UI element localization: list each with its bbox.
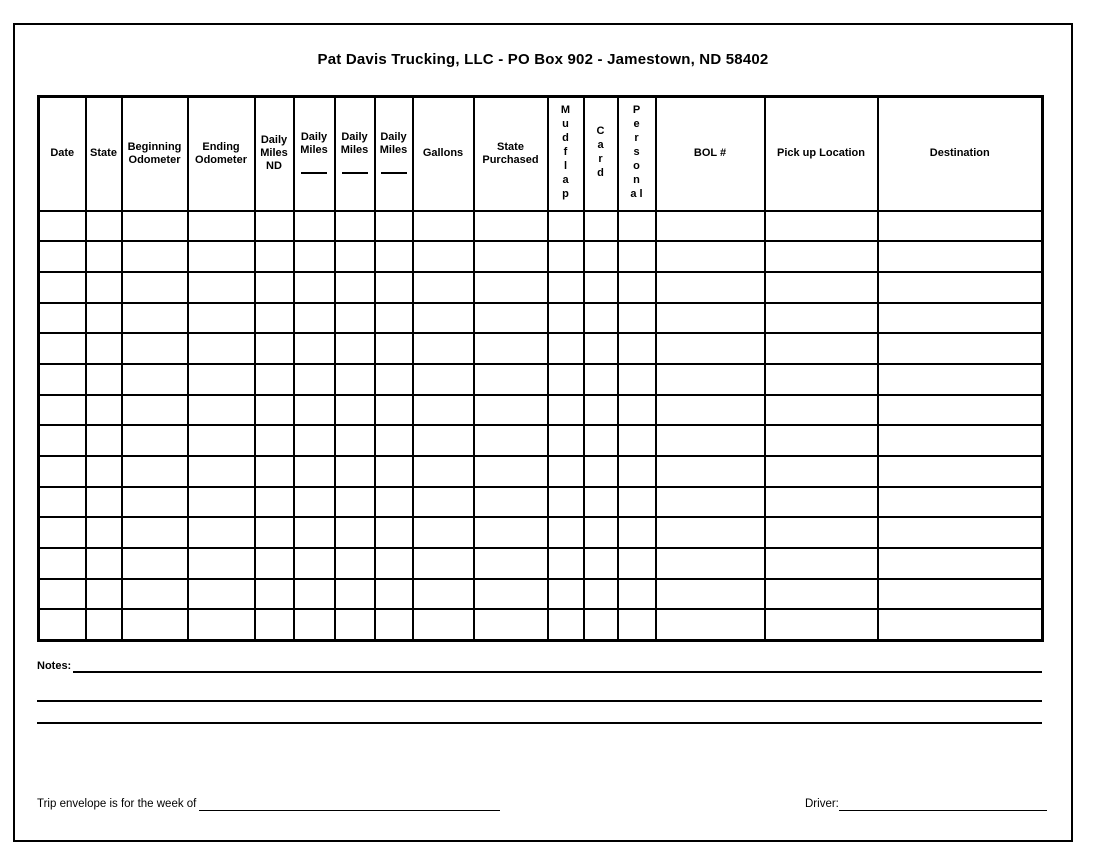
col-header-state-purchased: State Purchased — [474, 97, 548, 211]
cell-daily-miles-1-r10 — [294, 487, 335, 518]
cell-mudflap-r4 — [548, 303, 584, 334]
cell-ending-odometer-r6 — [188, 364, 255, 395]
cell-daily-miles-3-r4 — [375, 303, 413, 334]
table-row-13 — [39, 579, 1043, 610]
cell-ending-odometer-r1 — [188, 211, 255, 242]
cell-personal-r11 — [618, 517, 656, 548]
cell-personal-r6 — [618, 364, 656, 395]
cell-state-purchased-r4 — [474, 303, 548, 334]
cell-pickup-location-r13 — [765, 579, 878, 610]
cell-mudflap-r1 — [548, 211, 584, 242]
cell-beginning-odometer-r3 — [122, 272, 188, 303]
cell-personal-r14 — [618, 609, 656, 640]
col-header-daily-miles-1 — [294, 97, 335, 211]
table-row-8 — [39, 425, 1043, 456]
cell-ending-odometer-r14 — [188, 609, 255, 640]
cell-card-r7 — [584, 395, 618, 426]
cell-date-r10 — [39, 487, 86, 518]
cell-ending-odometer-r4 — [188, 303, 255, 334]
cell-bol-r4 — [656, 303, 765, 334]
cell-daily-miles-3-r6 — [375, 364, 413, 395]
cell-daily-miles-nd-r11 — [255, 517, 294, 548]
cell-ending-odometer-r3 — [188, 272, 255, 303]
cell-mudflap-r8 — [548, 425, 584, 456]
notes-row — [37, 659, 1042, 673]
cell-mudflap-r6 — [548, 364, 584, 395]
cell-daily-miles-nd-r9 — [255, 456, 294, 487]
cell-beginning-odometer-r7 — [122, 395, 188, 426]
cell-beginning-odometer-r11 — [122, 517, 188, 548]
cell-gallons-r2 — [413, 241, 474, 272]
cell-pickup-location-r11 — [765, 517, 878, 548]
col-header-date: Date — [39, 97, 86, 211]
notes-line-2 — [37, 700, 1042, 702]
cell-mudflap-r10 — [548, 487, 584, 518]
form-title: Pat Davis Trucking, LLC - PO Box 902 - Jamestown, ND 58402 — [317, 51, 769, 68]
cell-daily-miles-2-r1 — [335, 211, 375, 242]
cell-mudflap-r9 — [548, 456, 584, 487]
cell-card-r4 — [584, 303, 618, 334]
cell-ending-odometer-r12 — [188, 548, 255, 579]
cell-gallons-r10 — [413, 487, 474, 518]
table-row-11 — [39, 517, 1043, 548]
cell-state-r4 — [86, 303, 122, 334]
cell-bol-r10 — [656, 487, 765, 518]
cell-beginning-odometer-r5 — [122, 333, 188, 364]
col-header-daily-miles-2-label: Daily Miles — [340, 131, 369, 157]
cell-daily-miles-3-r13 — [375, 579, 413, 610]
table-row-5 — [39, 333, 1043, 364]
cell-pickup-location-r1 — [765, 211, 878, 242]
notes-line-1 — [73, 659, 1042, 673]
cell-date-r8 — [39, 425, 86, 456]
cell-destination-r11 — [878, 517, 1043, 548]
table-row-3 — [39, 272, 1043, 303]
cell-daily-miles-2-r14 — [335, 609, 375, 640]
cell-destination-r14 — [878, 609, 1043, 640]
cell-daily-miles-2-r6 — [335, 364, 375, 395]
cell-personal-r4 — [618, 303, 656, 334]
cell-personal-r9 — [618, 456, 656, 487]
cell-card-r5 — [584, 333, 618, 364]
cell-destination-r12 — [878, 548, 1043, 579]
cell-state-purchased-r7 — [474, 395, 548, 426]
cell-destination-r8 — [878, 425, 1043, 456]
table-row-12 — [39, 548, 1043, 579]
cell-destination-r3 — [878, 272, 1043, 303]
cell-beginning-odometer-r4 — [122, 303, 188, 334]
table-row-6 — [39, 364, 1043, 395]
cell-gallons-r8 — [413, 425, 474, 456]
cell-gallons-r11 — [413, 517, 474, 548]
cell-state-purchased-r14 — [474, 609, 548, 640]
cell-beginning-odometer-r13 — [122, 579, 188, 610]
cell-personal-r12 — [618, 548, 656, 579]
cell-card-r6 — [584, 364, 618, 395]
col-header-destination: Destination — [878, 97, 1043, 211]
cell-daily-miles-3-r14 — [375, 609, 413, 640]
cell-state-purchased-r1 — [474, 211, 548, 242]
cell-state-r3 — [86, 272, 122, 303]
cell-state-purchased-r2 — [474, 241, 548, 272]
cell-date-r11 — [39, 517, 86, 548]
cell-pickup-location-r5 — [765, 333, 878, 364]
cell-state-purchased-r10 — [474, 487, 548, 518]
driver-label: Driver: — [805, 798, 839, 810]
cell-gallons-r12 — [413, 548, 474, 579]
cell-personal-r3 — [618, 272, 656, 303]
cell-personal-r13 — [618, 579, 656, 610]
table-row-10 — [39, 487, 1043, 518]
cell-beginning-odometer-r12 — [122, 548, 188, 579]
cell-destination-r5 — [878, 333, 1043, 364]
cell-state-r13 — [86, 579, 122, 610]
week-label: Trip envelope is for the week of — [37, 798, 197, 810]
cell-pickup-location-r9 — [765, 456, 878, 487]
cell-daily-miles-1-r8 — [294, 425, 335, 456]
cell-daily-miles-2-r3 — [335, 272, 375, 303]
cell-beginning-odometer-r2 — [122, 241, 188, 272]
cell-mudflap-r2 — [548, 241, 584, 272]
cell-daily-miles-3-r9 — [375, 456, 413, 487]
col-header-daily-miles-2 — [335, 97, 375, 211]
cell-daily-miles-1-r6 — [294, 364, 335, 395]
cell-beginning-odometer-r10 — [122, 487, 188, 518]
cell-destination-r6 — [878, 364, 1043, 395]
col-header-personal-letters: P e r s o n a l — [630, 103, 643, 200]
cell-date-r5 — [39, 333, 86, 364]
cell-bol-r13 — [656, 579, 765, 610]
cell-pickup-location-r10 — [765, 487, 878, 518]
cell-pickup-location-r3 — [765, 272, 878, 303]
cell-ending-odometer-r13 — [188, 579, 255, 610]
col-header-ending-odometer: Ending Odometer — [188, 97, 255, 211]
cell-daily-miles-3-r5 — [375, 333, 413, 364]
cell-personal-r10 — [618, 487, 656, 518]
cell-beginning-odometer-r9 — [122, 456, 188, 487]
cell-daily-miles-3-r10 — [375, 487, 413, 518]
cell-daily-miles-2-r4 — [335, 303, 375, 334]
cell-daily-miles-3-r8 — [375, 425, 413, 456]
cell-bol-r6 — [656, 364, 765, 395]
cell-bol-r14 — [656, 609, 765, 640]
cell-date-r12 — [39, 548, 86, 579]
cell-state-purchased-r6 — [474, 364, 548, 395]
cell-daily-miles-3-r12 — [375, 548, 413, 579]
driver-blank-line — [839, 795, 1047, 811]
cell-daily-miles-2-r13 — [335, 579, 375, 610]
cell-ending-odometer-r8 — [188, 425, 255, 456]
cell-daily-miles-2-r9 — [335, 456, 375, 487]
col-header-daily-miles-3-label: Daily Miles — [379, 131, 408, 157]
cell-daily-miles-1-r13 — [294, 579, 335, 610]
cell-daily-miles-nd-r14 — [255, 609, 294, 640]
col-header-daily-miles-3 — [375, 97, 413, 211]
week-row — [37, 795, 500, 811]
cell-card-r8 — [584, 425, 618, 456]
col-header-mudflap-letters: M u d f l a p — [560, 103, 571, 200]
cell-daily-miles-nd-r10 — [255, 487, 294, 518]
table-body — [39, 211, 1043, 641]
cell-mudflap-r13 — [548, 579, 584, 610]
cell-daily-miles-1-r12 — [294, 548, 335, 579]
cell-card-r12 — [584, 548, 618, 579]
cell-daily-miles-1-r2 — [294, 241, 335, 272]
cell-daily-miles-3-r11 — [375, 517, 413, 548]
cell-state-r7 — [86, 395, 122, 426]
notes-label: Notes: — [37, 660, 72, 672]
cell-bol-r11 — [656, 517, 765, 548]
col-header-daily-miles-3-blank-line — [381, 172, 407, 174]
cell-date-r14 — [39, 609, 86, 640]
cell-beginning-odometer-r14 — [122, 609, 188, 640]
notes-line-3 — [37, 722, 1042, 724]
cell-daily-miles-1-r14 — [294, 609, 335, 640]
cell-daily-miles-nd-r1 — [255, 211, 294, 242]
cell-state-r5 — [86, 333, 122, 364]
cell-daily-miles-1-r3 — [294, 272, 335, 303]
table-row-1 — [39, 211, 1043, 242]
cell-daily-miles-2-r5 — [335, 333, 375, 364]
cell-date-r6 — [39, 364, 86, 395]
cell-daily-miles-nd-r5 — [255, 333, 294, 364]
cell-date-r2 — [39, 241, 86, 272]
cell-state-purchased-r8 — [474, 425, 548, 456]
cell-card-r1 — [584, 211, 618, 242]
cell-state-r2 — [86, 241, 122, 272]
cell-bol-r5 — [656, 333, 765, 364]
cell-daily-miles-2-r2 — [335, 241, 375, 272]
cell-personal-r2 — [618, 241, 656, 272]
cell-card-r9 — [584, 456, 618, 487]
cell-mudflap-r3 — [548, 272, 584, 303]
cell-daily-miles-nd-r13 — [255, 579, 294, 610]
cell-gallons-r9 — [413, 456, 474, 487]
col-header-mudflap — [548, 97, 584, 211]
cell-daily-miles-1-r1 — [294, 211, 335, 242]
cell-gallons-r1 — [413, 211, 474, 242]
cell-destination-r7 — [878, 395, 1043, 426]
cell-daily-miles-2-r7 — [335, 395, 375, 426]
cell-beginning-odometer-r8 — [122, 425, 188, 456]
cell-destination-r4 — [878, 303, 1043, 334]
cell-ending-odometer-r7 — [188, 395, 255, 426]
cell-personal-r1 — [618, 211, 656, 242]
table-row-9 — [39, 456, 1043, 487]
cell-daily-miles-nd-r7 — [255, 395, 294, 426]
cell-bol-r12 — [656, 548, 765, 579]
cell-personal-r7 — [618, 395, 656, 426]
cell-daily-miles-1-r4 — [294, 303, 335, 334]
col-header-gallons: Gallons — [413, 97, 474, 211]
week-blank-line — [199, 795, 500, 811]
cell-daily-miles-nd-r6 — [255, 364, 294, 395]
cell-state-r9 — [86, 456, 122, 487]
cell-state-r14 — [86, 609, 122, 640]
cell-daily-miles-3-r2 — [375, 241, 413, 272]
cell-state-purchased-r12 — [474, 548, 548, 579]
cell-bol-r7 — [656, 395, 765, 426]
cell-ending-odometer-r11 — [188, 517, 255, 548]
col-header-daily-miles-1-blank-line — [301, 172, 327, 174]
col-header-pickup-location: Pick up Location — [765, 97, 878, 211]
col-header-daily-miles-nd: Daily Miles ND — [255, 97, 294, 211]
cell-daily-miles-1-r5 — [294, 333, 335, 364]
cell-daily-miles-1-r11 — [294, 517, 335, 548]
cell-destination-r10 — [878, 487, 1043, 518]
cell-state-r6 — [86, 364, 122, 395]
cell-bol-r3 — [656, 272, 765, 303]
cell-state-r1 — [86, 211, 122, 242]
cell-mudflap-r12 — [548, 548, 584, 579]
driver-row — [805, 795, 1047, 811]
cell-daily-miles-1-r7 — [294, 395, 335, 426]
cell-date-r4 — [39, 303, 86, 334]
cell-daily-miles-1-r9 — [294, 456, 335, 487]
cell-ending-odometer-r5 — [188, 333, 255, 364]
cell-ending-odometer-r10 — [188, 487, 255, 518]
table-row-4 — [39, 303, 1043, 334]
col-header-state: State — [86, 97, 122, 211]
cell-pickup-location-r12 — [765, 548, 878, 579]
cell-pickup-location-r7 — [765, 395, 878, 426]
cell-mudflap-r14 — [548, 609, 584, 640]
cell-ending-odometer-r2 — [188, 241, 255, 272]
cell-bol-r8 — [656, 425, 765, 456]
table-row-7 — [39, 395, 1043, 426]
col-header-daily-miles-1-label: Daily Miles — [300, 131, 328, 157]
cell-destination-r9 — [878, 456, 1043, 487]
cell-pickup-location-r2 — [765, 241, 878, 272]
cell-pickup-location-r14 — [765, 609, 878, 640]
cell-card-r2 — [584, 241, 618, 272]
cell-daily-miles-2-r8 — [335, 425, 375, 456]
cell-state-purchased-r13 — [474, 579, 548, 610]
cell-date-r9 — [39, 456, 86, 487]
cell-destination-r1 — [878, 211, 1043, 242]
table-row-14 — [39, 609, 1043, 640]
cell-gallons-r14 — [413, 609, 474, 640]
cell-state-r12 — [86, 548, 122, 579]
col-header-beginning-odometer: Beginning Odometer — [122, 97, 188, 211]
table-header-row — [39, 97, 1043, 211]
cell-date-r1 — [39, 211, 86, 242]
cell-bol-r1 — [656, 211, 765, 242]
cell-daily-miles-2-r12 — [335, 548, 375, 579]
cell-bol-r9 — [656, 456, 765, 487]
cell-date-r13 — [39, 579, 86, 610]
cell-gallons-r3 — [413, 272, 474, 303]
cell-daily-miles-nd-r3 — [255, 272, 294, 303]
cell-card-r3 — [584, 272, 618, 303]
cell-destination-r13 — [878, 579, 1043, 610]
cell-daily-miles-nd-r8 — [255, 425, 294, 456]
cell-card-r10 — [584, 487, 618, 518]
col-header-card — [584, 97, 618, 211]
cell-daily-miles-3-r1 — [375, 211, 413, 242]
cell-pickup-location-r4 — [765, 303, 878, 334]
cell-personal-r8 — [618, 425, 656, 456]
cell-beginning-odometer-r6 — [122, 364, 188, 395]
col-header-personal — [618, 97, 656, 211]
cell-state-purchased-r9 — [474, 456, 548, 487]
cell-daily-miles-2-r11 — [335, 517, 375, 548]
trip-log-table — [37, 95, 1044, 642]
cell-daily-miles-nd-r4 — [255, 303, 294, 334]
cell-mudflap-r7 — [548, 395, 584, 426]
col-header-daily-miles-2-blank-line — [342, 172, 368, 174]
cell-state-r8 — [86, 425, 122, 456]
cell-destination-r2 — [878, 241, 1043, 272]
col-header-bol: BOL # — [656, 97, 765, 211]
cell-personal-r5 — [618, 333, 656, 364]
cell-state-purchased-r5 — [474, 333, 548, 364]
table-row-2 — [39, 241, 1043, 272]
cell-daily-miles-nd-r2 — [255, 241, 294, 272]
cell-gallons-r5 — [413, 333, 474, 364]
cell-card-r14 — [584, 609, 618, 640]
cell-daily-miles-nd-r12 — [255, 548, 294, 579]
cell-mudflap-r5 — [548, 333, 584, 364]
cell-state-r11 — [86, 517, 122, 548]
cell-card-r11 — [584, 517, 618, 548]
cell-gallons-r4 — [413, 303, 474, 334]
cell-beginning-odometer-r1 — [122, 211, 188, 242]
cell-state-purchased-r3 — [474, 272, 548, 303]
cell-daily-miles-2-r10 — [335, 487, 375, 518]
cell-card-r13 — [584, 579, 618, 610]
cell-state-purchased-r11 — [474, 517, 548, 548]
cell-state-r10 — [86, 487, 122, 518]
cell-gallons-r13 — [413, 579, 474, 610]
cell-mudflap-r11 — [548, 517, 584, 548]
cell-date-r7 — [39, 395, 86, 426]
form-sheet — [13, 23, 1073, 842]
cell-date-r3 — [39, 272, 86, 303]
cell-gallons-r7 — [413, 395, 474, 426]
cell-pickup-location-r6 — [765, 364, 878, 395]
cell-bol-r2 — [656, 241, 765, 272]
cell-ending-odometer-r9 — [188, 456, 255, 487]
cell-daily-miles-3-r7 — [375, 395, 413, 426]
col-header-card-letters: C a r d — [596, 124, 605, 179]
cell-gallons-r6 — [413, 364, 474, 395]
cell-daily-miles-3-r3 — [375, 272, 413, 303]
cell-pickup-location-r8 — [765, 425, 878, 456]
